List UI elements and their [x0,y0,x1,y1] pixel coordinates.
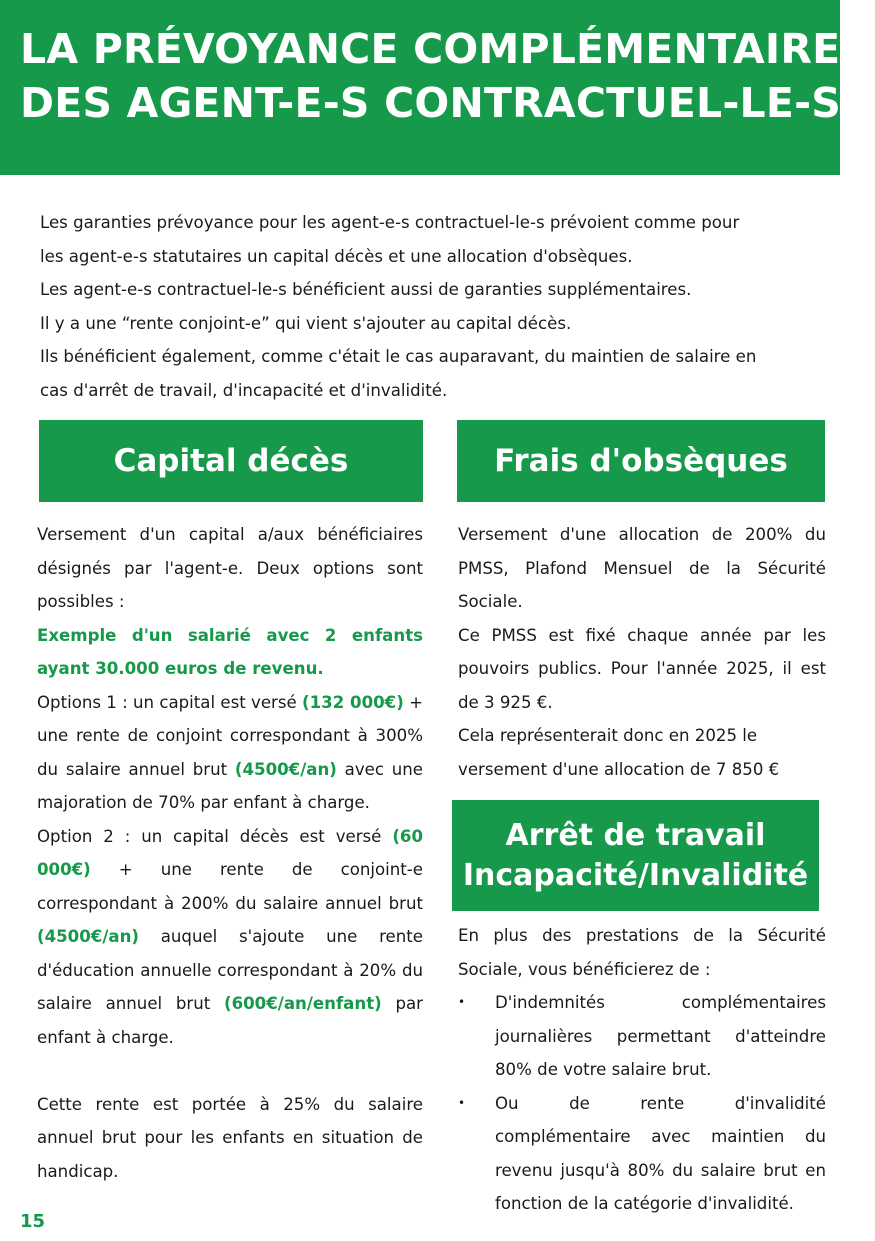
intro-line: les agent-e-s statutaires un capital décès et une allocation d'obsèques. [40,246,633,266]
intro-line: Il y a une “rente conjoint-e” qui vient s'ajouter au capital décès. [40,313,572,333]
option-2-text: auquel s'ajoute une rente d'éducation annuelle correspondant à 20% du salaire annuel brut [37,927,423,1013]
arret-travail-heading-box [452,800,819,911]
capital-deces-intro: Versement d'un capital a/aux bénéficiaires désignés par l'agent-e. Deux options sont possibles : [37,525,423,611]
capital-deces-example: Exemple d'un salarié avec 2 enfants ayant 30.000 euros de revenu. [37,625,423,678]
option-1-text: Options 1 : un capital est versé [37,692,303,712]
title-banner [0,0,840,175]
option-2-rente-amount: (4500€/an) [37,927,139,946]
page-title-line-1: LA PRÉVOYANCE COMPLÉMENTAIRE [20,25,841,73]
option-2-text: par enfant à charge. [37,994,423,1047]
capital-deces-heading-box [39,420,423,502]
intro-line: Ils bénéficient également, comme c'était le cas auparavant, du maintien de salaire en [40,347,757,366]
intro-paragraph [40,206,830,407]
option-2-capital-amount: (60 000€) [37,826,423,879]
list-item: • Ou de rente d'invalidité complémentaire avec maintien du revenu jusqu'à 80% du salaire brut en fonction de la catégorie d'invalidité. [458,1087,826,1221]
capital-deces-option-1 [37,686,423,820]
arret-travail-heading-line-2: Incapacité/Invalidité [462,857,809,893]
frais-obseques-paragraph-3: Cela représenterait donc en 2025 le versement d'une allocation de 7 850 € [458,726,780,779]
arret-travail-heading-line-1: Arrêt de travail [505,817,766,853]
list-item: • D'indemnités complémentaires journalières permettant d'atteindre 80% de votre salaire brut. [458,986,826,1087]
frais-obseques-paragraph-1: Versement d'une allocation de 200% du PMSS, Plafond Mensuel de la Sécurité Sociale. [458,525,826,611]
capital-deces-section [37,518,423,1188]
intro-line: Les garanties prévoyance pour les agent-e-s contractuel-le-s prévoient comme pour [40,213,740,232]
option-1-capital-amount: (132 000€) [302,692,404,712]
spacer [37,1054,423,1088]
option-1-rente-amount: (4500€/an) [234,759,337,779]
intro-line: cas d'arrêt de travail, d'incapacité et d'invalidité. [40,380,448,400]
option-2-text: + une rente de conjoint-e correspondant à 200% du salaire annuel brut [37,860,423,913]
capital-deces-handicap-note: Cette rente est portée à 25% du salaire annuel brut pour les enfants en situation de handicap. [37,1094,423,1181]
capital-deces-heading: Capital décès [113,443,349,479]
page-title [20,22,841,130]
page-number: 15 [20,1211,46,1232]
option-1-text: avec une majoration de 70% par enfant à charge. [37,759,423,812]
intro-line: Les agent-e-s contractuel-le-s bénéficient aussi de garanties supplémentaires. [40,280,692,299]
frais-obseques-paragraph-2: Ce PMSS est fixé chaque année par les pouvoirs publics. Pour l'année 2025, il est de 3 925 €. [458,625,826,712]
option-1-text: + une rente de conjoint correspondant à 300% du salaire annuel brut [37,692,423,779]
option-2-education-amount: (600€/an/enfant) [224,994,382,1013]
arret-travail-bullet-list [458,986,826,1221]
frais-obseques-heading-box [457,420,825,502]
option-2-text: Option 2 : un capital décès est versé [37,826,393,846]
page-title-line-2: DES AGENT-E-S CONTRACTUEL-LE-S [20,79,842,127]
capital-deces-option-2 [37,820,423,1055]
arret-travail-intro: En plus des prestations de la Sécurité Sociale, vous bénéficierez de : [458,926,826,979]
frais-obseques-heading: Frais d'obsèques [494,443,788,479]
arret-travail-section [458,919,826,1221]
frais-obseques-section [458,518,826,786]
